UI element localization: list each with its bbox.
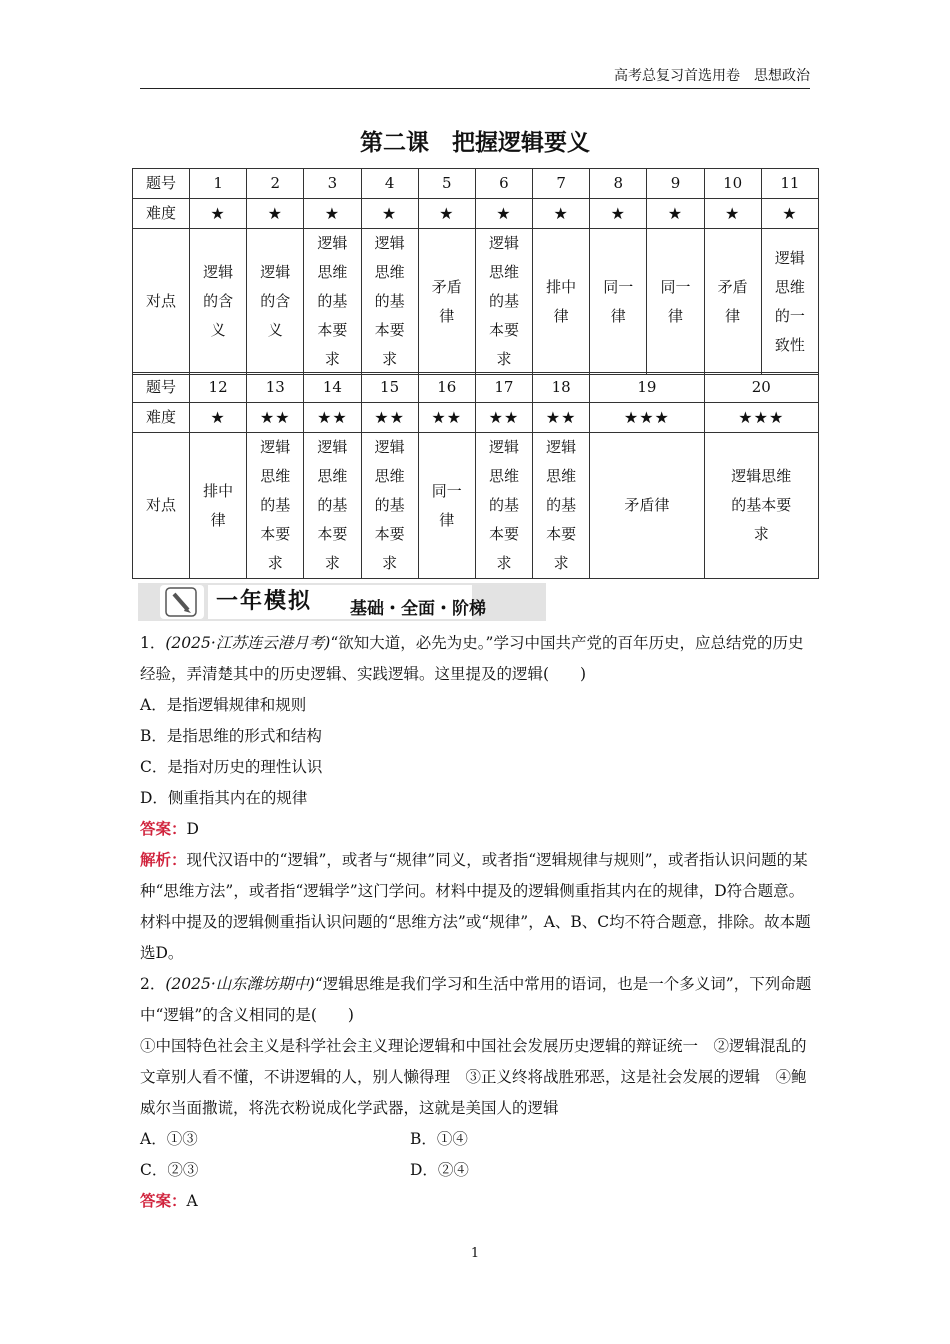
page-title: 第二课 把握逻辑要义 [360,130,590,156]
difficulty-stars-cell: ★★★ [590,403,704,433]
knowledge-point-cell: 矛盾律 [590,433,704,579]
question-number-cell: 8 [590,169,647,199]
question-number-cell: 11 [761,169,818,199]
knowledge-point-cell: 逻辑思维的基本要求 [361,433,418,579]
difficulty-stars-cell: ★★ [418,403,475,433]
knowledge-point-cell: 逻辑思维的基本要求 [533,433,590,579]
difficulty-stars-cell: ★★ [247,403,304,433]
row-label-number: 题号 [133,373,190,403]
row-label-difficulty: 难度 [133,403,190,433]
knowledge-point-cell: 逻辑思维的一致性 [761,229,818,375]
question-1-option-d: D．侧重指其内在的规律 [140,789,308,807]
knowledge-point-cell: 逻辑思维的基本要求 [475,229,532,375]
section-banner [138,583,546,621]
question-1-analysis: 解析：现代汉语中的“逻辑”，或者与“规律”同义，或者指“逻辑规律与规则”，或者指认识问题的某种“思维方法”，或者指“逻辑学”这门学问。材料中提及的逻辑侧重指其内在的规律，D符合题意。材料中提及的逻辑侧重指认识问题的“思维方法”或“规律”，A、B、C均不符合题意，排除。故本题选D。 [140,851,811,962]
row-label-point: 对点 [133,433,190,579]
question-1-stem: 1．(2025·江苏连云港月考)“欲知大道，必先为史。”学习中国共产党的百年历史，应总结党的历史经验，弄清楚其中的历史逻辑、实践逻辑。这里提及的逻辑( ) [140,634,804,683]
difficulty-table-1 [132,168,819,375]
question-number-cell: 15 [361,373,418,403]
page-header: 高考总复习首选用卷 思想政治 [140,66,810,89]
knowledge-point-cell: 矛盾律 [704,229,761,375]
difficulty-stars-cell: ★ [533,199,590,229]
difficulty-stars-cell: ★ [704,199,761,229]
knowledge-point-cell: 逻辑的含义 [190,229,247,375]
question-2-stem: 2．(2025·山东潍坊期中)“逻辑思维是我们学习和生活中常用的语词，也是一个多义词”，下列命题中“逻辑”的含义相同的是( ) [140,975,812,1024]
knowledge-point-cell: 逻辑思维的基本要求 [304,229,361,375]
difficulty-stars-cell: ★ [190,403,247,433]
question-number-cell: 6 [475,169,532,199]
difficulty-stars-cell: ★★ [533,403,590,433]
knowledge-point-cell: 矛盾律 [418,229,475,375]
question-number-cell: 12 [190,373,247,403]
question-1-option-a: A．是指逻辑规律和规则 [140,696,307,714]
difficulty-stars-cell: ★ [361,199,418,229]
question-1-option-b: B．是指思维的形式和结构 [140,727,322,745]
question-number-cell: 10 [704,169,761,199]
page-number: 1 [470,1246,480,1261]
question-number-cell: 19 [590,373,704,403]
difficulty-stars-cell: ★ [475,199,532,229]
difficulty-stars-cell: ★ [190,199,247,229]
pencil-icon [160,585,204,619]
difficulty-stars-cell: ★ [647,199,704,229]
difficulty-stars-cell: ★ [590,199,647,229]
question-number-cell: 7 [533,169,590,199]
question-number-cell: 9 [647,169,704,199]
knowledge-point-cell: 排中律 [190,433,247,579]
row-label-number: 题号 [133,169,190,199]
question-number-cell: 20 [704,373,818,403]
question-number-cell: 2 [247,169,304,199]
question-1-option-c: C．是指对历史的理性认识 [140,758,323,776]
question-number-cell: 13 [247,373,304,403]
knowledge-point-cell: 逻辑思维的基本要求 [247,433,304,579]
question-number-cell: 1 [190,169,247,199]
question-number-cell: 4 [361,169,418,199]
knowledge-point-cell: 逻辑思维的基本要求 [304,433,361,579]
knowledge-point-cell: 逻辑思维的基本要求 [475,433,532,579]
knowledge-point-cell: 排中律 [533,229,590,375]
knowledge-point-cell: 同一律 [647,229,704,375]
difficulty-stars-cell: ★★★ [704,403,818,433]
row-label-point: 对点 [133,229,190,375]
difficulty-table-2 [132,372,819,579]
knowledge-point-cell: 同一律 [590,229,647,375]
difficulty-stars-cell: ★ [418,199,475,229]
difficulty-stars-cell: ★ [247,199,304,229]
question-number-cell: 3 [304,169,361,199]
difficulty-stars-cell: ★ [304,199,361,229]
question-2-options-row-1: A．①③ B．①④ [140,1130,468,1148]
question-number-cell: 16 [418,373,475,403]
row-label-difficulty: 难度 [133,199,190,229]
question-1-answer: 答案：D [140,820,199,838]
knowledge-point-cell: 逻辑的含义 [247,229,304,375]
question-2-items: ①中国特色社会主义是科学社会主义理论逻辑和中国社会发展历史逻辑的辩证统一 ②逻辑混乱的文章别人看不懂，不讲逻辑的人，别人懒得理 ③正义终将战胜邪恶，这是社会发展的逻辑 ④鲍威尔当面撒谎，将洗衣粉说成化学武器，这就是美国人的逻辑 [140,1037,807,1117]
questions [140,628,812,1217]
question-number-cell: 5 [418,169,475,199]
question-number-cell: 17 [475,373,532,403]
banner-sub-text: 基础・全面・阶梯 [350,599,486,619]
difficulty-stars-cell: ★★ [475,403,532,433]
question-number-cell: 18 [533,373,590,403]
question-number-cell: 14 [304,373,361,403]
knowledge-point-cell: 逻辑思维的基本要求 [704,433,818,579]
difficulty-stars-cell: ★ [761,199,818,229]
question-2-options-row-2: C．②③ D．②④ [140,1161,469,1179]
banner-main-text: 一年模拟 [216,589,313,614]
difficulty-stars-cell: ★★ [361,403,418,433]
difficulty-stars-cell: ★★ [304,403,361,433]
knowledge-point-cell: 同一律 [418,433,475,579]
question-2-answer: 答案：A [140,1192,198,1210]
knowledge-point-cell: 逻辑思维的基本要求 [361,229,418,375]
